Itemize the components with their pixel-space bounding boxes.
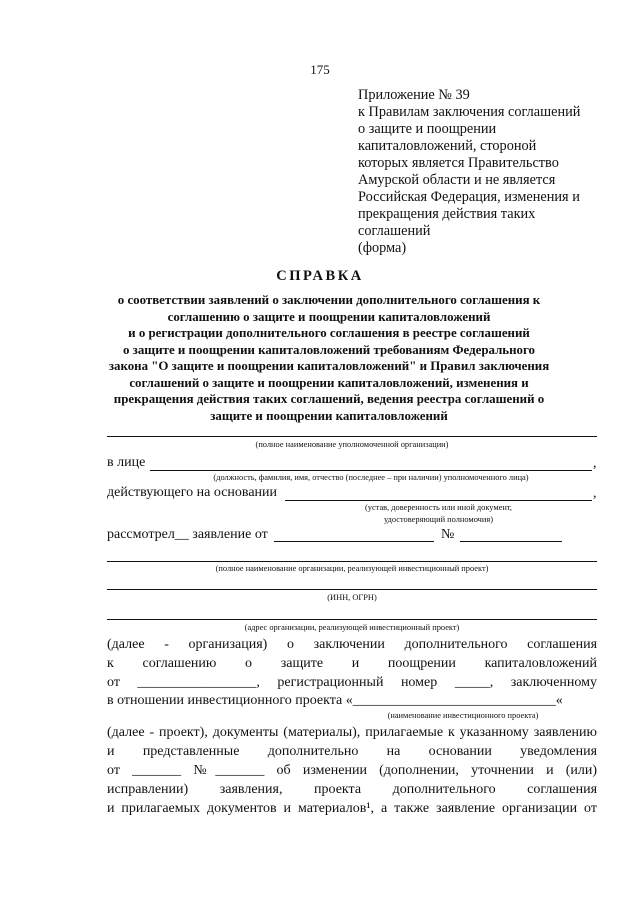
subtitle-line: о защите и поощрении капиталовложений требованиям Федерального bbox=[123, 342, 535, 357]
org-name-field[interactable] bbox=[107, 436, 597, 437]
appendix-line: к Правилам заключения соглашений bbox=[358, 104, 581, 120]
in-person-label: в лице bbox=[107, 455, 146, 470]
investor-name-field[interactable] bbox=[107, 561, 597, 562]
subtitle-line: соглашению о защите и поощрении капиталовложений bbox=[167, 309, 491, 324]
appendix-line: Амурской области и не является bbox=[358, 172, 556, 188]
body-line: в отношении инвестиционного проекта «_____________________________« bbox=[107, 693, 563, 708]
application-number-field[interactable] bbox=[460, 541, 562, 542]
appendix-line: прекращения действия таких bbox=[358, 206, 536, 222]
comma: , bbox=[593, 486, 597, 501]
appendix-line: капиталовложений, стороной bbox=[358, 138, 537, 154]
acting-label: действующего на основании bbox=[107, 485, 278, 500]
inn-caption: (ИНН, ОГРН) bbox=[327, 593, 377, 602]
appendix-line: (форма) bbox=[358, 240, 407, 256]
document-subtitle bbox=[90, 292, 568, 424]
appendix-block bbox=[358, 87, 580, 257]
appendix-line: о защите и поощрении bbox=[358, 121, 497, 137]
subtitle-line: защите и поощрении капиталовложений bbox=[210, 408, 448, 423]
subtitle-line: о соответствии заявлений о заключении дополнительного соглашения к bbox=[117, 293, 541, 307]
appendix-line: Российская Федерация, изменения и bbox=[358, 189, 580, 205]
comma: , bbox=[593, 456, 597, 471]
body-line: исправлении) заявления, проекта дополнительного соглашения bbox=[107, 782, 597, 797]
appendix-line: Приложение № 39 bbox=[358, 87, 470, 103]
basis-caption: удостоверяющий полномочия) bbox=[383, 515, 494, 524]
basis-field[interactable] bbox=[285, 500, 592, 501]
basis-caption: (устав, доверенность или иной документ, bbox=[364, 503, 512, 512]
body-line: (далее - организация) о заключении дополнительного соглашения bbox=[107, 637, 597, 652]
subtitle-line: и о регистрации дополнительного соглашения в реестре соглашений bbox=[128, 326, 530, 340]
reviewed-label: рассмотрел__ заявление от bbox=[107, 527, 268, 542]
investor-caption: (полное наименование организации, реализующей инвестиционный проект) bbox=[215, 564, 489, 573]
body-line: (далее - проект), документы (материалы), прилагаемые к указанному заявлению bbox=[107, 725, 597, 740]
appendix-line: соглашений bbox=[358, 223, 431, 239]
body-line: от _______ №_______ об изменении (дополнении, уточнении и (или) bbox=[107, 763, 597, 778]
address-caption: (адрес организации, реализующей инвестиционный проект) bbox=[244, 623, 460, 632]
project-caption: (наименование инвестиционного проекта) bbox=[387, 711, 539, 720]
person-field[interactable] bbox=[150, 470, 592, 471]
subtitle-line: соглашений о защите и поощрении капиталовложений, изменения и bbox=[129, 375, 529, 390]
appendix-line: которых является Правительство bbox=[358, 155, 559, 171]
address-field[interactable] bbox=[107, 619, 597, 620]
page-number: 175 bbox=[310, 62, 330, 77]
subtitle-line: закона "О защите и поощрении капиталовложений" и Правил заключения bbox=[108, 359, 550, 373]
body-line: и прилагаемых документов и материалов¹, а также заявление организации от bbox=[107, 801, 597, 816]
org-name-caption: (полное наименование уполномоченной организации) bbox=[255, 440, 449, 449]
body-line: и представленные дополнительно на основании уведомления bbox=[107, 744, 597, 759]
number-sign: № bbox=[441, 527, 455, 542]
document-title: СПРАВКА bbox=[276, 268, 364, 284]
inn-ogrn-field[interactable] bbox=[107, 589, 597, 590]
person-caption: (должность, фамилия, имя, отчество (последнее – при наличии) уполномоченного лица) bbox=[213, 473, 529, 482]
body-line: к соглашению о защите и поощрении капиталовложений bbox=[107, 656, 597, 671]
application-date-field[interactable] bbox=[274, 541, 434, 542]
body-line: от _________________, регистрационный номер _____, заключенному bbox=[107, 675, 597, 690]
subtitle-line: прекращения действия таких соглашений, ведения реестра соглашений о bbox=[113, 392, 545, 406]
